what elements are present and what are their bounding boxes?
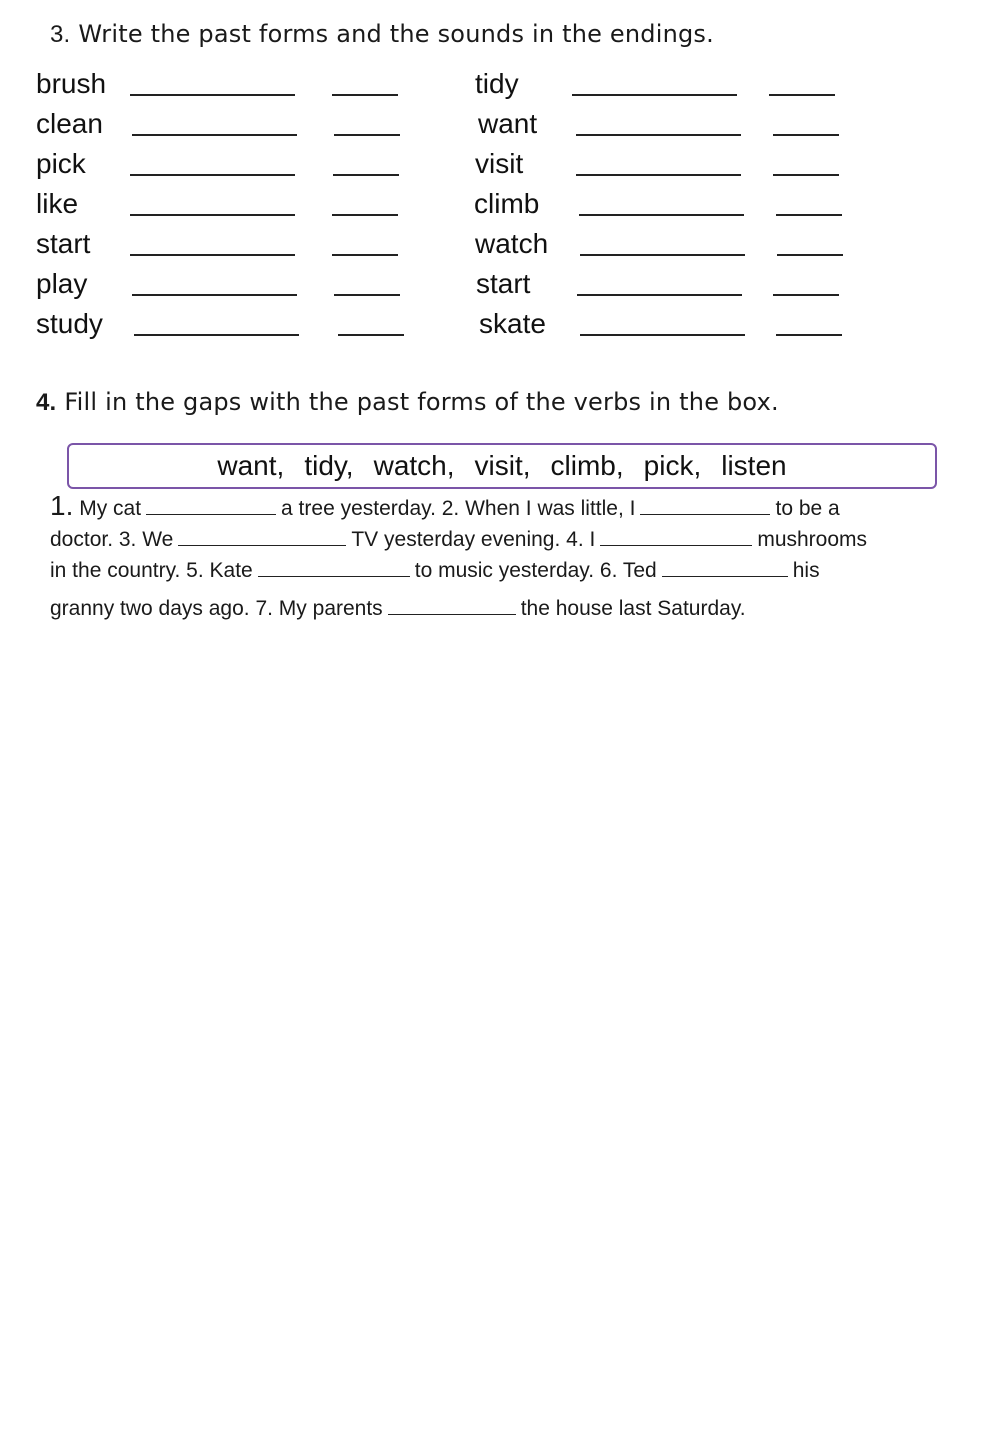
word-row-right-7 (479, 304, 859, 344)
answer-gap[interactable] (640, 513, 770, 515)
sound-blank[interactable] (777, 254, 843, 256)
verb-word: play (36, 268, 88, 299)
exercise-3-instruction: Write the past forms and the sounds in the endings. (78, 20, 714, 48)
word-row-left-3 (36, 144, 416, 184)
sentence-text: mushrooms (757, 528, 868, 551)
past-form-blank[interactable] (572, 94, 737, 96)
sound-blank[interactable] (769, 94, 835, 96)
sound-blank[interactable] (773, 134, 839, 136)
verb-word: climb (474, 188, 540, 219)
verb-word: clean (36, 108, 103, 139)
sentence-line-1 (50, 490, 840, 522)
answer-gap[interactable] (600, 544, 752, 546)
word-row-left-2 (36, 104, 416, 144)
sound-blank[interactable] (773, 294, 839, 296)
word-row-right-1 (475, 64, 855, 104)
past-form-blank[interactable] (576, 134, 741, 136)
box-verb: want, (217, 450, 285, 481)
word-row-left-1 (36, 64, 416, 104)
verb-word: watch (475, 228, 549, 259)
sentence-text: granny two days ago. 7. My parents (50, 597, 383, 620)
past-form-blank[interactable] (130, 214, 295, 216)
past-form-blank[interactable] (580, 334, 745, 336)
word-row-left-5 (36, 224, 416, 264)
answer-gap[interactable] (662, 575, 788, 577)
answer-gap[interactable] (178, 544, 346, 546)
verb-word: tidy (475, 68, 519, 99)
past-form-blank[interactable] (576, 174, 741, 176)
verb-word: start (36, 228, 91, 259)
sound-blank[interactable] (334, 294, 400, 296)
answer-gap[interactable] (258, 575, 410, 577)
word-row-right-6 (476, 264, 856, 304)
word-row-left-4 (36, 184, 416, 224)
sentence-line-3 (50, 559, 820, 583)
verb-word: pick (36, 148, 86, 179)
sound-blank[interactable] (332, 94, 398, 96)
sentence-text: TV yesterday evening. 4. I (351, 528, 596, 551)
exercise-4-number: 4. (36, 389, 57, 416)
sentence-text: to music yesterday. 6. Ted (414, 559, 657, 582)
sentence-text: his (792, 559, 820, 582)
sentence-text: the house last Saturday. (520, 597, 746, 620)
verb-word: skate (479, 308, 546, 339)
word-row-right-4 (474, 184, 854, 224)
sentence-line-2 (50, 528, 867, 552)
exercise-4-instruction: Fill in the gaps with the past forms of the verbs in the box. (64, 388, 779, 416)
box-verb: visit, (474, 450, 531, 481)
sentence-text: in the country. 5. Kate (50, 559, 253, 582)
verb-word: visit (475, 148, 524, 179)
sound-blank[interactable] (334, 134, 400, 136)
sound-blank[interactable] (333, 174, 399, 176)
past-form-blank[interactable] (130, 174, 295, 176)
past-form-blank[interactable] (132, 134, 297, 136)
word-row-right-2 (478, 104, 858, 144)
word-row-left-6 (36, 264, 416, 304)
past-form-blank[interactable] (579, 214, 744, 216)
past-form-blank[interactable] (132, 294, 297, 296)
verb-word: start (476, 268, 531, 299)
box-verb: pick, (643, 450, 702, 481)
past-form-blank[interactable] (577, 294, 742, 296)
past-form-blank[interactable] (130, 94, 295, 96)
sentence-text: to be a (775, 497, 840, 520)
verb-word: study (36, 308, 103, 339)
past-form-blank[interactable] (580, 254, 745, 256)
box-verb: tidy, (304, 450, 354, 481)
sentence-line-4 (50, 597, 746, 621)
exercise-4-heading (36, 388, 779, 417)
sound-blank[interactable] (338, 334, 404, 336)
sentence-text: My cat (79, 497, 142, 520)
exercise-3-number: 3. (50, 21, 71, 48)
past-form-blank[interactable] (130, 254, 295, 256)
verb-word: want (478, 108, 538, 139)
verb-word: like (36, 188, 79, 219)
word-row-left-7 (36, 304, 416, 344)
sentence-text: doctor. 3. We (50, 528, 174, 551)
verb-word: brush (36, 68, 107, 99)
sound-blank[interactable] (773, 174, 839, 176)
sound-blank[interactable] (332, 254, 398, 256)
box-verb: watch, (373, 450, 455, 481)
sound-blank[interactable] (332, 214, 398, 216)
word-row-right-5 (475, 224, 855, 264)
sound-blank[interactable] (776, 214, 842, 216)
sentence-text: a tree yesterday. 2. When I was little, I (281, 497, 636, 520)
box-verb: climb, (550, 450, 624, 481)
word-row-right-3 (475, 144, 855, 184)
sentence-number: 1. (50, 490, 74, 521)
exercise-3-heading (50, 20, 714, 49)
answer-gap[interactable] (146, 513, 276, 515)
past-form-blank[interactable] (134, 334, 299, 336)
box-verb: listen (721, 450, 787, 481)
answer-gap[interactable] (388, 613, 516, 615)
sound-blank[interactable] (776, 334, 842, 336)
verb-box (67, 443, 937, 489)
